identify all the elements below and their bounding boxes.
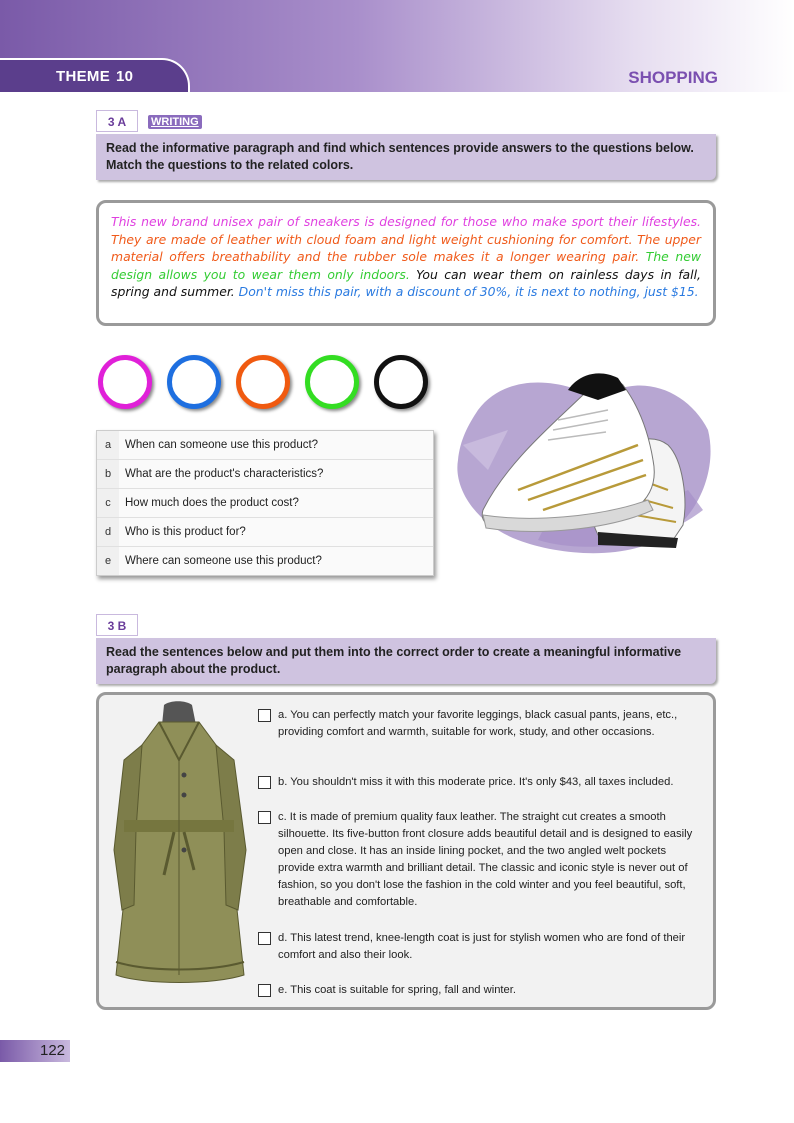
question-row — [97, 518, 433, 547]
sentence-orange: They are made of leather with cloud foam and light weight cushioning for comfort. The upper material offers breathability and the rubber sole makes it a longer wearing pair. — [111, 231, 701, 264]
section-3b-instruction: Read the sentences below and put them into the correct order to create a meaningful informative paragraph about the product. — [96, 638, 716, 684]
theme-number: 10 — [116, 68, 134, 85]
section-3b-tag: 3 B — [96, 614, 138, 636]
option-e-checkbox[interactable] — [258, 984, 271, 997]
section-3a-instruction: Read the informative paragraph and find which sentences provide answers to the questions below. Match the questions to the related colors. — [96, 134, 716, 180]
question-letter: c — [105, 497, 111, 509]
question-letter: b — [104, 468, 112, 480]
informative-paragraph — [96, 200, 716, 326]
writing-skill-tag: WRITING — [148, 115, 202, 129]
option-b — [258, 774, 704, 791]
questions-table — [96, 430, 434, 576]
page-number: 122 — [40, 1042, 66, 1059]
option-d — [258, 930, 704, 964]
question-text: How much does the product cost? — [119, 489, 433, 517]
sentence-blue: Don't miss this pair, with a discount of 30%, it is next to nothing, just $15. — [238, 284, 699, 299]
answer-circle-orange[interactable] — [236, 355, 290, 409]
sentence-pink: This new brand unisex pair of sneakers is designed for those who make sport their lifestyles. — [111, 214, 701, 229]
theme-word: THEME — [56, 68, 110, 85]
question-row — [97, 489, 433, 518]
option-c — [258, 809, 704, 911]
section-3a-tag: 3 A — [96, 110, 138, 132]
question-row — [97, 460, 433, 489]
theme-label — [56, 68, 133, 85]
option-a — [258, 707, 704, 741]
question-letter: d — [104, 526, 112, 538]
question-text: When can someone use this product? — [119, 431, 433, 459]
option-e — [258, 982, 704, 999]
question-row — [97, 431, 433, 460]
answer-circle-blue[interactable] — [167, 355, 221, 409]
sentence-green: The new design allows you to wear them only indoors. — [111, 249, 701, 282]
question-row — [97, 547, 433, 575]
coat-image — [104, 700, 254, 990]
answer-circle-green[interactable] — [305, 355, 359, 409]
answer-circle-pink[interactable] — [98, 355, 152, 409]
question-letter: a — [104, 439, 112, 451]
question-text: Who is this product for? — [119, 518, 433, 546]
question-text: Where can someone use this product? — [119, 547, 433, 575]
option-c-text: c. It is made of premium quality faux leather. The straight cut creates a smooth silhouette. Its five-button front closure adds beautiful detail and is designed to easily open and close. It has an inside lining pocket, and the two angled welt pockets provide extra warmth and brilliant detail. The classic and iconic style is never out of fashion, so you don't lose the fashion in the cold winter and you feel beautiful, soft, breathable and comfortable. — [278, 811, 693, 908]
option-a-checkbox[interactable] — [258, 709, 271, 722]
option-d-checkbox[interactable] — [258, 932, 271, 945]
option-c-checkbox[interactable] — [258, 811, 271, 824]
question-letter: e — [104, 555, 112, 567]
option-b-text: b. You shouldn't miss it with this moderate price. It's only $43, all taxes included. — [278, 776, 674, 788]
option-b-checkbox[interactable] — [258, 776, 271, 789]
question-text: What are the product's characteristics? — [119, 460, 433, 488]
option-a-text: a. You can perfectly match your favorite leggings, black casual pants, jeans, etc., providing comfort and warmth, suitable for work, study, and other occasions. — [278, 709, 678, 738]
unit-title: SHOPPING — [628, 68, 718, 87]
sentence-black: You can wear them on rainless days in fall, spring and summer. — [111, 266, 701, 299]
option-e-text: e. This coat is suitable for spring, fall and winter. — [278, 984, 516, 996]
sneakers-image — [448, 350, 720, 570]
option-d-text: d. This latest trend, knee-length coat is just for stylish women who are fond of their comfort and also their look. — [278, 932, 686, 961]
answer-circle-black[interactable] — [374, 355, 428, 409]
